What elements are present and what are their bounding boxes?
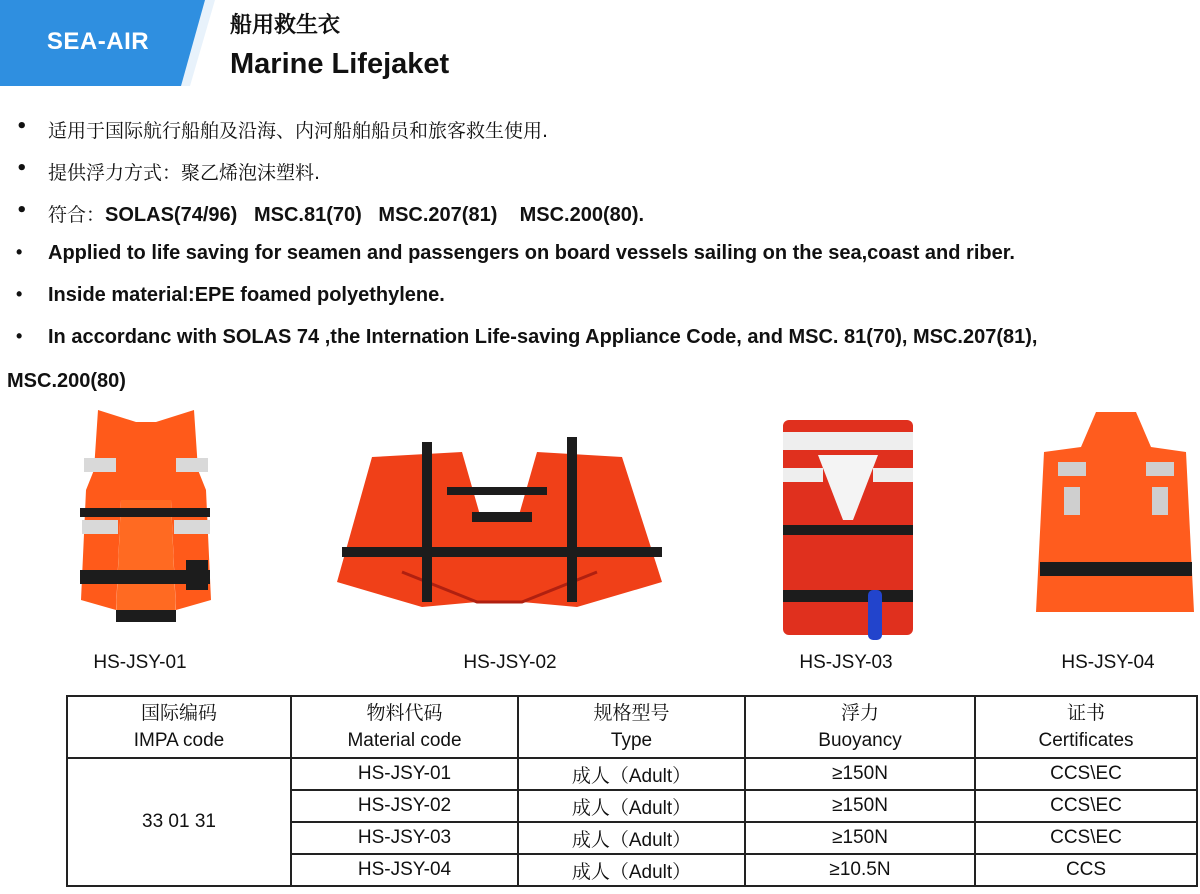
brand-banner <box>0 0 215 86</box>
bullet-dot-icon: • <box>16 116 28 137</box>
list-item-continuation: MSC.200(80) <box>7 370 126 392</box>
header-type: 规格型号 Type <box>518 696 745 758</box>
list-item: • In accordanc with SOLAS 74 ,the Internation Life-saving Appliance Code, and MSC. 81(70), MSC.207(81), <box>16 326 1038 348</box>
impa-code-cell: 33 01 31 <box>67 758 291 886</box>
list-item: • Inside material:EPE foamed polyethylene. <box>16 284 445 306</box>
bullet-dot-icon: • <box>16 200 28 221</box>
table-header-row <box>67 696 1197 758</box>
header-impa: 国际编码 IMPA code <box>67 696 291 758</box>
product-label-01: HS-JSY-01 <box>93 652 187 673</box>
bullet-dot-icon: • <box>16 242 23 262</box>
table-row: 33 01 31 HS-JSY-01 成人（Adult） ≥150N CCS\EC <box>67 758 1197 790</box>
lifejacket-photo-03 <box>778 420 918 645</box>
spec-table <box>66 695 1198 887</box>
header-certificates: 证书 Certificates <box>975 696 1197 758</box>
product-label-03: HS-JSY-03 <box>799 652 893 673</box>
lifejacket-photo-04 <box>1036 412 1196 622</box>
feature-list <box>0 113 1200 365</box>
list-item: • 适用于国际航行船舶及沿海、内河船舶船员和旅客救生使用. <box>16 116 549 142</box>
bullet-dot-icon: • <box>16 326 23 346</box>
page-title-en: Marine Lifejaket <box>230 48 450 80</box>
lifejacket-photo-02 <box>322 432 677 617</box>
list-item: • Applied to life saving for seamen and passengers on board vessels sailing on the sea,coast and riber. <box>16 242 1015 264</box>
table-row: HS-JSY-04 成人（Adult） ≥10.5N CCS <box>67 854 1197 886</box>
list-item: • 提供浮力方式：聚乙烯泡沫塑料. <box>16 158 321 184</box>
header-buoyancy: 浮力 Buoyancy <box>745 696 975 758</box>
bullet-dot-icon: • <box>16 284 23 304</box>
bullet-dot-icon: • <box>16 158 28 179</box>
table-row: HS-JSY-02 成人（Adult） ≥150N CCS\EC <box>67 790 1197 822</box>
lifejacket-photo-01 <box>76 410 216 645</box>
product-label-04: HS-JSY-04 <box>1061 652 1155 673</box>
page-title-cn: 船用救生衣 <box>230 13 341 38</box>
product-label-02: HS-JSY-02 <box>463 652 557 673</box>
table-row: HS-JSY-03 成人（Adult） ≥150N CCS\EC <box>67 822 1197 854</box>
header-material: 物料代码 Material code <box>291 696 518 758</box>
brand-logo-text: SEA-AIR <box>46 28 150 55</box>
list-item: • 符合：SOLAS(74/96) MSC.81(70) MSC.207(81) MSC.200(80). <box>16 200 645 226</box>
